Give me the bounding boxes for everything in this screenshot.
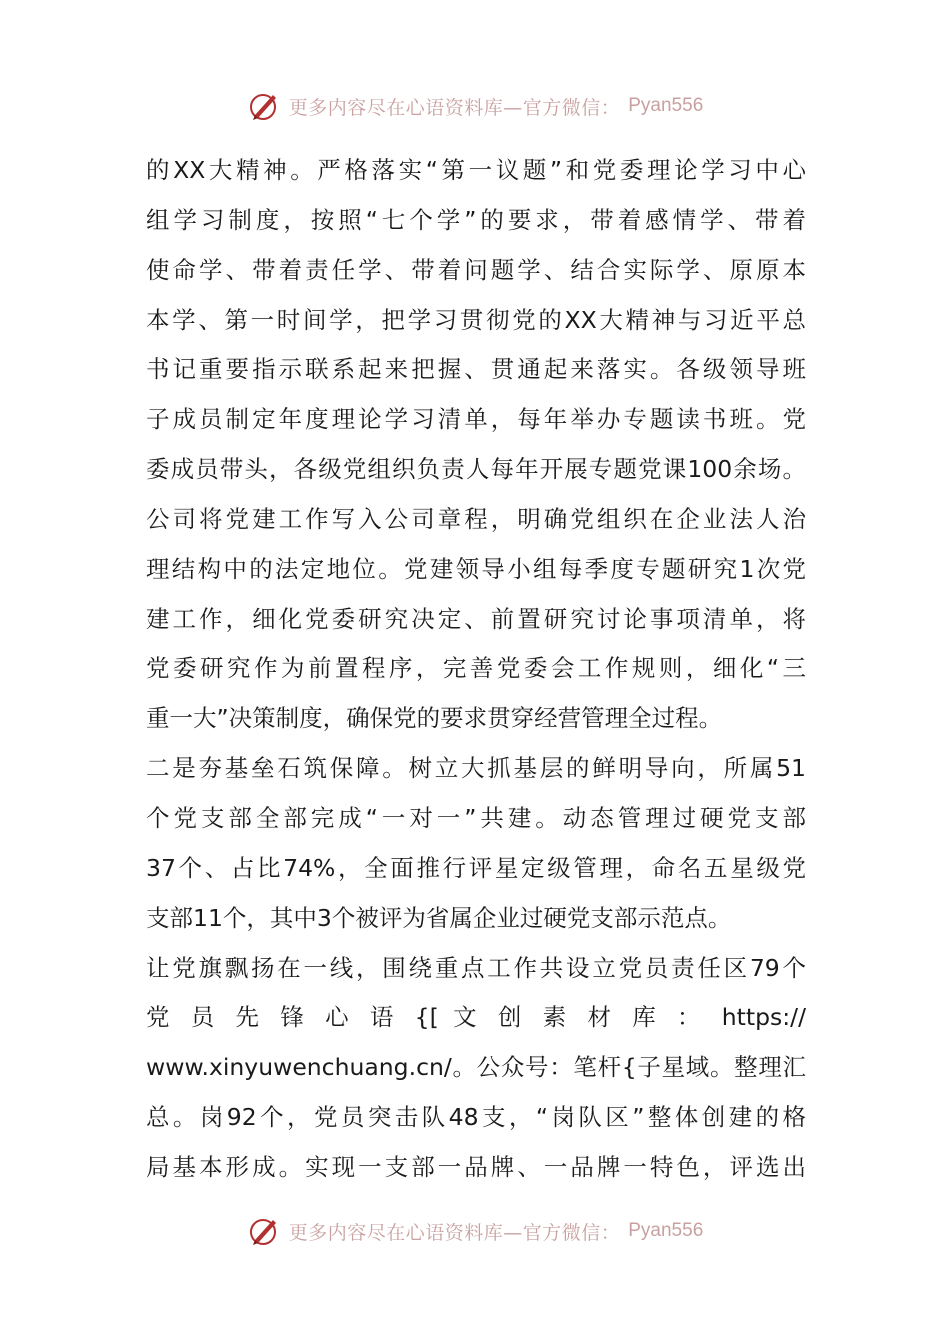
watermark-text: 更多内容尽在心语资料库—官方微信： bbox=[288, 96, 621, 119]
text-line: 党 员 先 锋 心 语 {[ 文 创 素 材 库 ： https:// bbox=[146, 1003, 806, 1032]
text-line: 公司将党建工作写入公司章程，明确党组织在企业法人治 bbox=[146, 504, 806, 533]
text-line: 重一大”决策制度，确保党的要求贯穿经营管理全过程。 bbox=[146, 704, 723, 733]
text-line: 个党支部全部完成“一对一”共建。动态管理过硬党支部 bbox=[146, 803, 806, 832]
text-line: www.xinyuwenchuang.cn/。公众号：笔杆{子星域。整理汇 bbox=[146, 1053, 806, 1082]
document-body bbox=[146, 146, 806, 1193]
text-line: 总。岗92个，党员突击队48支，“岗队区”整体创建的格 bbox=[146, 1103, 806, 1132]
watermark-text: 更多内容尽在心语资料库—官方微信： bbox=[288, 1221, 621, 1244]
text-line: 让党旗飘扬在一线，围绕重点工作共设立党员责任区79个 bbox=[146, 953, 806, 982]
pen-circle-icon bbox=[247, 1214, 281, 1248]
text-line: 党委研究作为前置程序，完善党委会工作规则，细化“三 bbox=[146, 654, 806, 683]
text-line: 使命学、带着责任学、带着问题学、结合实际学、原原本 bbox=[146, 255, 806, 284]
text-line: 书记重要指示联系起来把握、贯通起来落实。各级领导班 bbox=[146, 355, 806, 384]
text-line: 二是夯基垒石筑保障。树立大抓基层的鲜明导向，所属51 bbox=[146, 754, 806, 783]
text-line: 本学、第一时间学，把学习贯彻党的XX大精神与习近平总 bbox=[146, 305, 806, 334]
text-line: 理结构中的法定地位。党建领导小组每季度专题研究1次党 bbox=[146, 554, 806, 583]
text-line: 委成员带头，各级党组织负责人每年开展专题党课100余场。 bbox=[146, 455, 806, 484]
text-line: 组学习制度，按照“七个学”的要求，带着感情学、带着 bbox=[146, 205, 806, 234]
text-line: 的XX大精神。严格落实“第一议题”和党委理论学习中心 bbox=[146, 156, 806, 184]
watermark-contact: Pyan556 bbox=[628, 95, 704, 116]
watermark-contact: Pyan556 bbox=[628, 1220, 704, 1241]
text-line: 子成员制定年度理论学习清单，每年举办专题读书班。党 bbox=[146, 405, 806, 434]
footer-watermark bbox=[0, 1211, 950, 1251]
text-line: 37个、占比74%，全面推行评星定级管理，命名五星级党 bbox=[146, 853, 806, 882]
text-line: 支部11个，其中3个被评为省属企业过硬党支部示范点。 bbox=[146, 903, 732, 932]
header-watermark bbox=[0, 86, 950, 126]
text-line: 建工作，细化党委研究决定、前置研究讨论事项清单，将 bbox=[146, 604, 806, 633]
text-line: 局基本形成。实现一支部一品牌、一品牌一特色，评选出 bbox=[146, 1152, 806, 1181]
pen-circle-icon bbox=[247, 89, 281, 123]
